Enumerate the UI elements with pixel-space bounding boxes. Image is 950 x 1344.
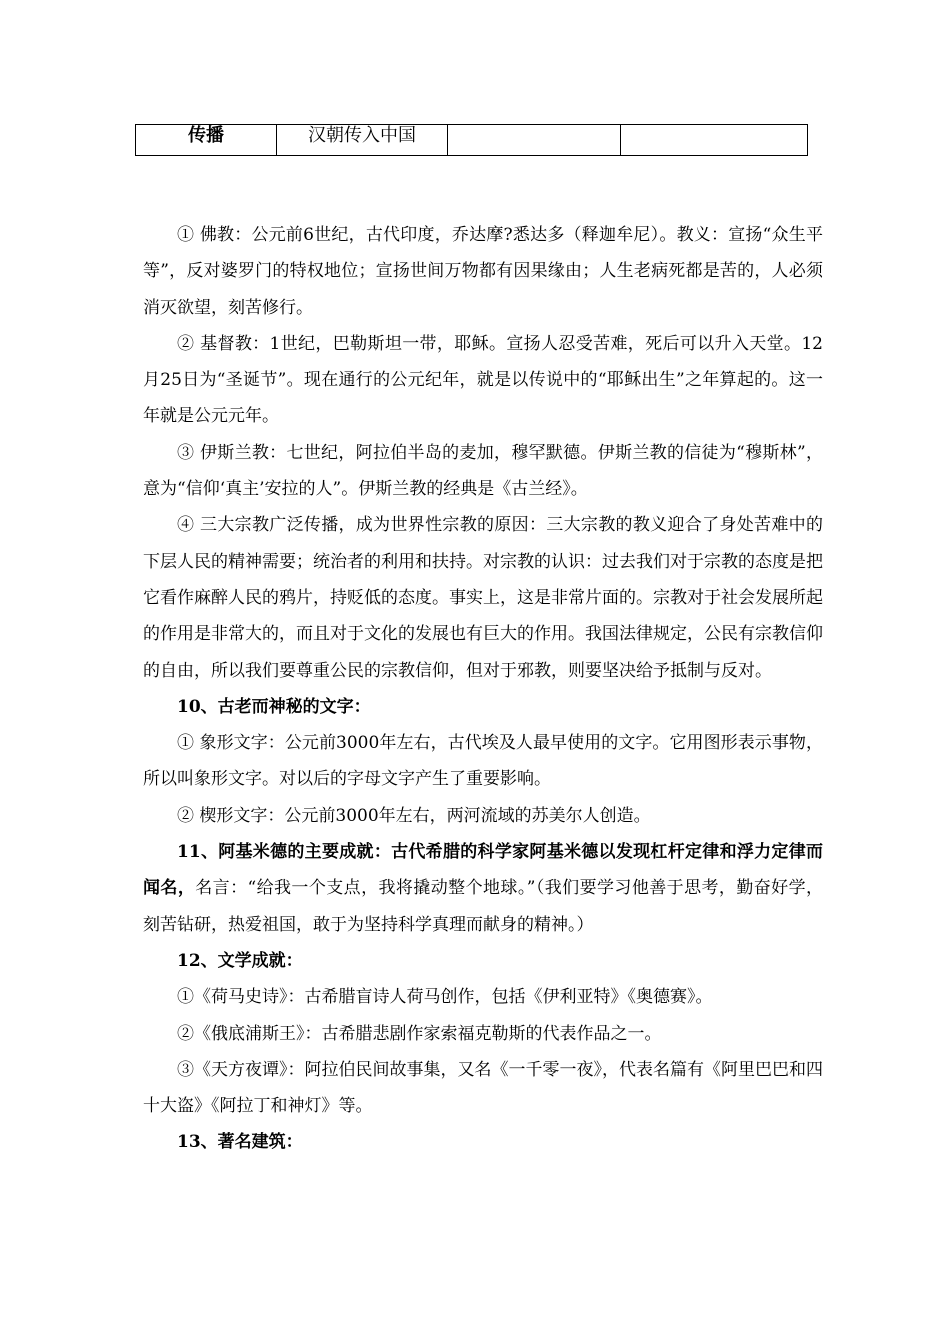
document-body xyxy=(143,217,823,1161)
paragraph-buddhism: ① 佛教：公元前6世纪，古代印度，乔达摩?悉达多（释迦牟尼）。教义：宣扬“众生平等”，反对婆罗门的特权地位；宣扬世间万物都有因果缘由；人生老病死都是苦的，人必须消灭欲望，刻苦修行。 xyxy=(143,225,823,318)
paragraph-christianity: ② 基督教：1世纪，巴勒斯坦一带，耶稣。宣扬人忍受苦难，死后可以升入天堂。12月25日为“圣诞节”。现在通行的公元纪年，就是以传说中的“耶稣出生”之年算起的。这一年就是公元元年。 xyxy=(143,333,823,427)
religion-table xyxy=(135,124,808,156)
section-11-text: 名言：“给我一个支点，我将撬动整个地球。”（我们要学习他善于思考，勤奋好学，刻苦钻研，热爱祖国，敢于为坚持科学真理而献身的精神。） xyxy=(143,878,823,935)
section-heading-10: 10、古老而神秘的文字： xyxy=(177,696,371,717)
paragraph-religion-spread: ④ 三大宗教广泛传播，成为世界性宗教的原因：三大宗教的教义迎合了身处苦难中的下层人民的精神需要；统治者的利用和扶持。对宗教的认识：过去我们对于宗教的态度是把它看作麻醉人民的鸦片，持贬低的态度。事实上，这是非常片面的。宗教对于社会发展所起的作用是非常大的，而且对于文化的发展也有巨大的作用。我国法律规定，公民有宗教信仰的自由，所以我们要尊重公民的宗教信仰，但对于邪教，则要坚决给予抵制与反对。 xyxy=(143,515,823,681)
paragraph-islam: ③ 伊斯兰教：七世纪，阿拉伯半岛的麦加，穆罕默德。伊斯兰教的信徒为“穆斯林”，意为“信仰‘真主’安拉的人”。伊斯兰教的经典是《古兰经》。 xyxy=(143,442,823,500)
paragraph-homer: ①《荷马史诗》：古希腊盲诗人荷马创作，包括《伊利亚特》《奥德赛》。 xyxy=(177,987,713,1008)
paragraph-arabian-nights: ③《天方夜谭》：阿拉伯民间故事集，又名《一千零一夜》，代表名篇有《阿里巴巴和四十大盗》《阿拉丁和神灯》等。 xyxy=(143,1059,823,1117)
table-cell: 汉朝传入中国 xyxy=(277,125,448,156)
table-cell xyxy=(448,125,621,156)
table-row xyxy=(136,125,808,156)
section-heading-11-bold: 11、阿基米德的主要成就：古代希腊的科学家阿基米德以发现杠杆定律和浮力定律而闻名， xyxy=(143,842,823,899)
table-cell-label: 传播 xyxy=(136,125,277,156)
paragraph-cuneiform: ② 楔形文字：公元前3000年左右，两河流域的苏美尔人创造。 xyxy=(177,805,651,826)
section-heading-11 xyxy=(143,834,823,943)
section-heading-12: 12、文学成就： xyxy=(177,950,303,971)
paragraph-oedipus: ②《俄底浦斯王》：古希腊悲剧作家索福克勒斯的代表作品之一。 xyxy=(177,1023,662,1044)
section-heading-13: 13、著名建筑： xyxy=(177,1132,303,1153)
paragraph-hieroglyphs: ① 象形文字：公元前3000年左右，古代埃及人最早使用的文字。它用图形表示事物，所以叫象形文字。对以后的字母文字产生了重要影响。 xyxy=(143,733,823,790)
table-cell xyxy=(621,125,808,156)
